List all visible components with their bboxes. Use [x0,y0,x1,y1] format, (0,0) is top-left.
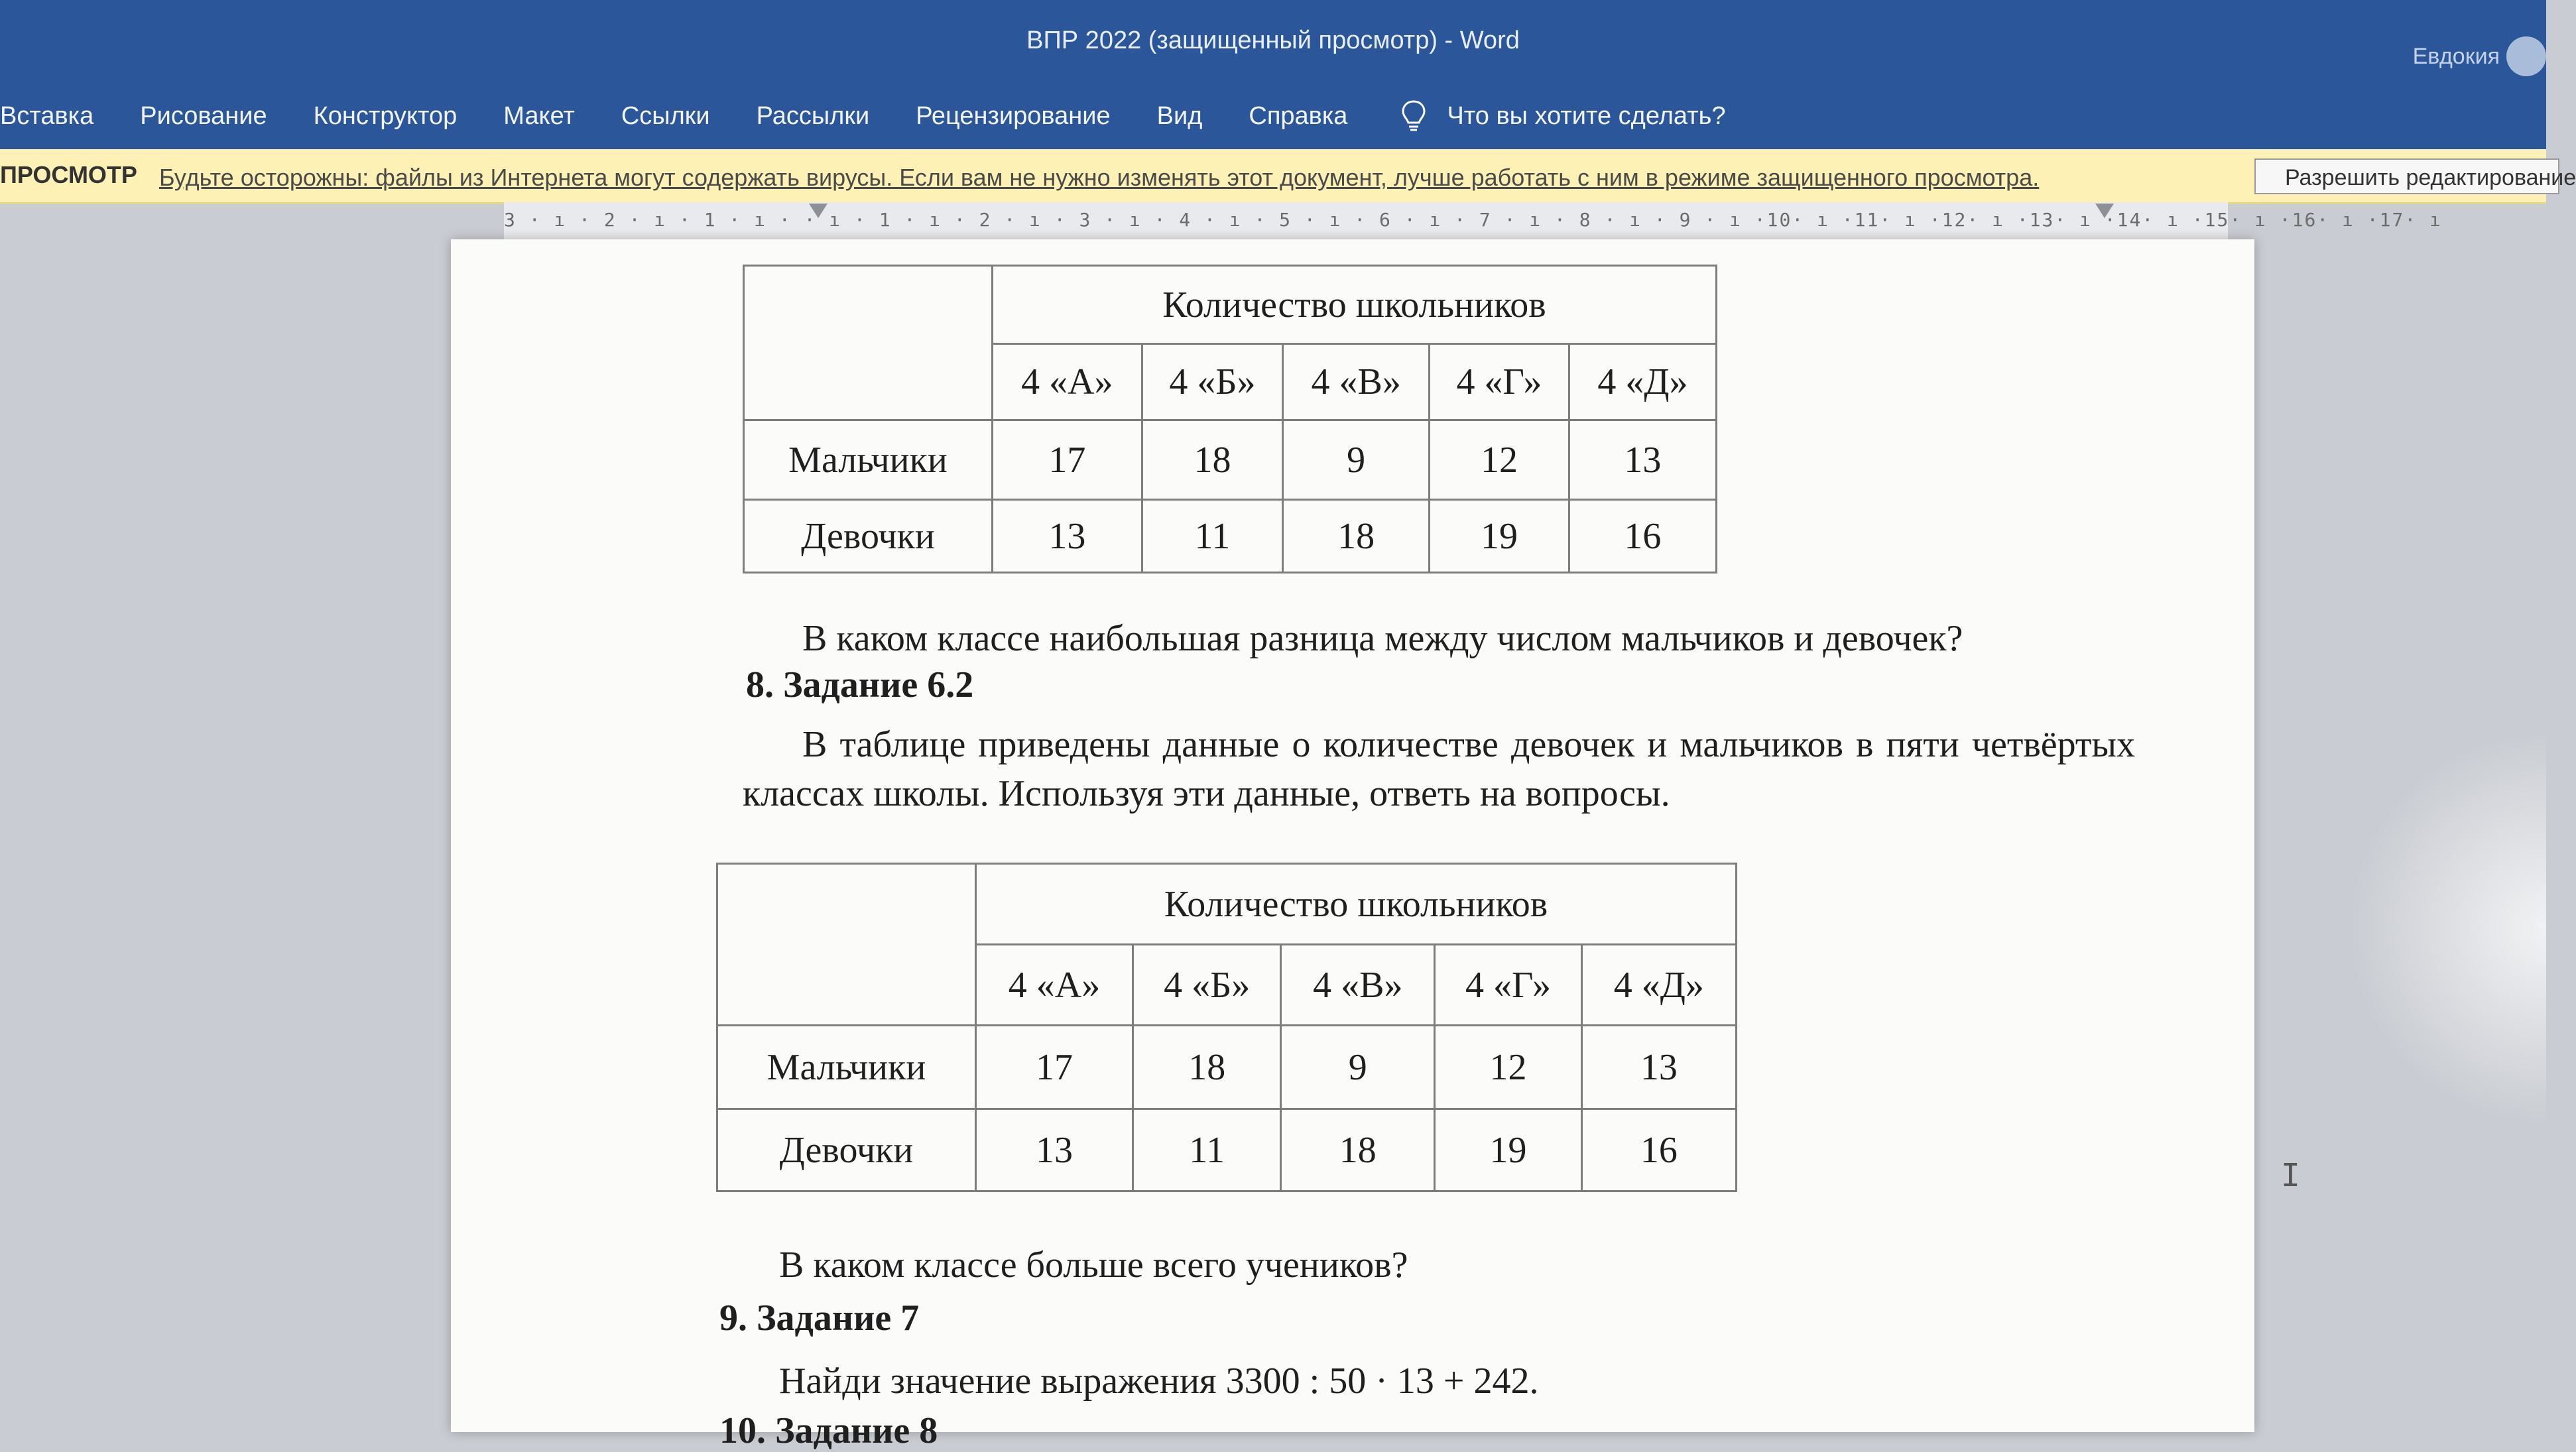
tab-help[interactable]: Справка [1249,101,1348,130]
class-header: 4 «А» [993,344,1142,420]
task-10-heading: 10. Задание 8 [719,1410,938,1451]
tell-me-search[interactable] [1400,99,1725,133]
tab-references[interactable]: Ссылки [621,101,710,130]
ribbon-tabs [0,83,2546,149]
table-cell: 18 [1283,500,1430,573]
class-header: 4 «Б» [1133,945,1281,1026]
protected-view-bar [0,149,2576,204]
row-label: Мальчики [744,420,993,500]
document-page[interactable] [451,239,2254,1451]
row-label: Мальчики [717,1026,976,1109]
tab-design[interactable]: Конструктор [313,101,458,130]
text-cursor-icon: I [2281,1157,2300,1194]
avatar[interactable] [2506,36,2546,76]
table-cell: 18 [1133,1026,1281,1109]
right-indent-marker[interactable] [2095,204,2114,218]
first-line-indent-marker[interactable] [809,204,828,218]
table-cell: 16 [1581,1109,1736,1191]
table-cell: 16 [1569,500,1716,573]
tab-insert[interactable]: Вставка [0,101,94,130]
table-cell: 13 [1569,420,1716,500]
table-cell: 13 [976,1109,1133,1191]
protected-view-message[interactable]: Будьте осторожны: файлы из Интернета могут содержать вирусы. Если вам не нужно изменять этот документ, лучше работать с ним в режиме защищенного просмотра. [159,164,2040,191]
class-header: 4 «А» [976,945,1133,1026]
tab-view[interactable]: Вид [1156,101,1203,130]
enable-editing-button[interactable]: Разрешить редактирование [2254,158,2559,194]
table-cell: 19 [1430,500,1569,573]
table-header: Количество школьников [993,266,1717,344]
horizontal-ruler[interactable] [504,202,2442,241]
screen-glare [2347,729,2546,1127]
table-cell: 13 [1581,1026,1736,1109]
table-header: Количество школьников [976,864,1737,945]
table-cell: 9 [1281,1026,1435,1109]
table-row [717,1026,1737,1109]
class-header: 4 «В» [1283,344,1430,420]
protected-view-tag: ПРОСМОТР [0,161,137,188]
row-label: Девочки [744,500,993,573]
table-cell: 17 [976,1026,1133,1109]
task-9-text: Найди значение выражения 3300 : 50 · 13 + 242. [779,1361,1539,1402]
tab-layout[interactable]: Макет [503,101,575,130]
table-cell: 9 [1283,420,1430,500]
task-8-text: В таблице приведены данные о количестве девочек и мальчиков в пяти четвёртых классах школы. Используя эти данные, ответь на вопросы. [743,724,2135,814]
table-cell: 19 [1435,1109,1581,1191]
table-cell: 12 [1430,420,1569,500]
table-row [744,500,1717,573]
students-table-2 [716,863,1737,1192]
class-header: 4 «В» [1281,945,1435,1026]
table-cell: 12 [1435,1026,1581,1109]
row-label: Девочки [717,1109,976,1191]
tab-mailings[interactable]: Рассылки [756,101,870,130]
class-header: 4 «Б» [1142,344,1283,420]
class-header: 4 «Г» [1435,945,1581,1026]
tell-me-label: Что вы хотите сделать? [1447,101,1726,130]
question-1: В каком классе наибольшая разница между числом мальчиков и девочек? [802,618,1963,659]
table-row [744,420,1717,500]
question-2: В каком классе больше всего учеников? [779,1244,1408,1286]
table-cell: 11 [1142,500,1283,573]
tab-draw[interactable]: Рисование [140,101,267,130]
lightbulb-icon [1400,99,1427,133]
class-header: 4 «Г» [1430,344,1569,420]
window-title: ВПР 2022 (защищенный просмотр) - Word [1026,27,1520,54]
table-corner-cell [744,266,993,420]
table-cell: 18 [1281,1109,1435,1191]
user-name[interactable]: Евдокия [2412,44,2500,69]
class-header: 4 «Д» [1569,344,1716,420]
task-8-heading: 8. Задание 6.2 [746,664,974,705]
students-table-1 [743,265,1717,574]
table-cell: 17 [993,420,1142,500]
ruler-scale: 3 · ı · 2 · ı · 1 · ı · · ı · 1 · ı · 2 · ı · 3 · ı · 4 · ı · 5 · ı · 6 · ı · 7 · ı · 8 · ı · 9 · ı ·10· ı ·11· ı ·12· ı ·13· ı ·14· ı ·15· ı ·16· ı ·17· ı [504,209,2442,231]
table-cell: 13 [993,500,1142,573]
task-9-heading: 9. Задание 7 [719,1298,920,1339]
table-row [717,1109,1737,1191]
table-corner-cell [717,864,976,1026]
title-bar [0,0,2546,83]
class-header: 4 «Д» [1581,945,1736,1026]
table-cell: 18 [1142,420,1283,500]
tab-review[interactable]: Рецензирование [916,101,1111,130]
table-cell: 11 [1133,1109,1281,1191]
